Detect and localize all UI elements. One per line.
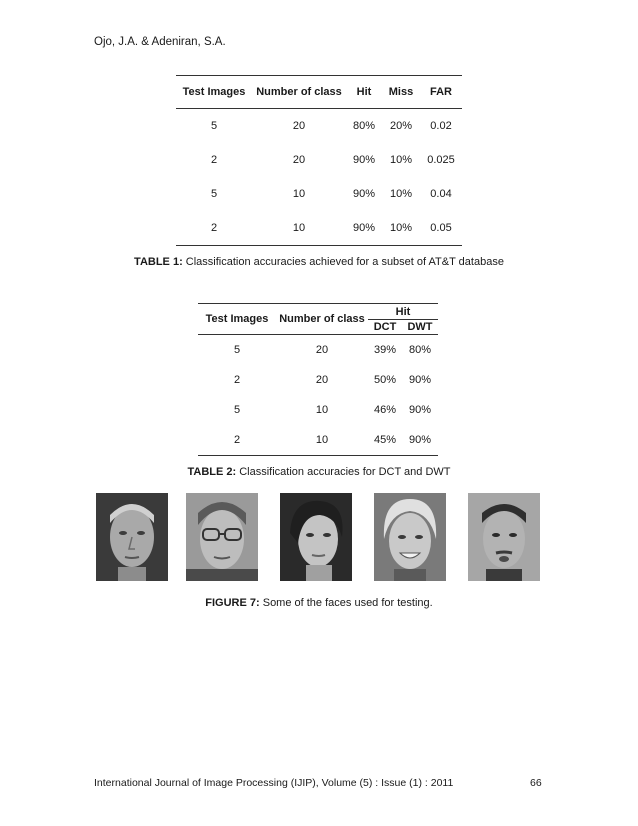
table-2-caption <box>0 466 638 478</box>
table-cell: 10 <box>315 434 329 446</box>
table-1-header-row <box>176 76 462 109</box>
table-cell: 10% <box>389 188 413 200</box>
table-cell: 80% <box>352 120 376 132</box>
table-cell: 2 <box>210 154 218 166</box>
table-cell: 0.02 <box>430 120 452 132</box>
table-cell: 90% <box>408 374 432 386</box>
table-cell: 20 <box>315 374 329 386</box>
table-2-header-test-images: Test Images <box>198 304 276 335</box>
table-2-header-hit: Hit <box>368 304 438 320</box>
table-1-header-far: FAR <box>420 76 462 109</box>
running-header-author: Ojo, J.A. & Adeniran, S.A. <box>94 36 226 48</box>
table-cell: 90% <box>352 222 376 234</box>
table-cell: 10 <box>292 188 306 200</box>
table-cell: 90% <box>408 434 432 446</box>
table-2-header-row <box>198 304 438 320</box>
table-1-header-test-images: Test Images <box>176 76 252 109</box>
table-cell: 20 <box>315 344 329 356</box>
table-cell: 0.025 <box>427 154 455 166</box>
table-2-caption-label: TABLE 2: <box>187 466 237 478</box>
table-cell: 5 <box>233 404 241 416</box>
table-cell: 80% <box>408 344 432 356</box>
table-2-caption-text: Classification accuracies for DCT and DWT <box>236 466 451 478</box>
table-cell: 0.05 <box>430 222 452 234</box>
figure-7-caption-text: Some of the faces used for testing. <box>259 597 433 609</box>
table-1-header-number-of-class: Number of class <box>252 76 346 109</box>
table-cell: 20 <box>292 154 306 166</box>
table-cell: 10 <box>292 222 306 234</box>
table-2-header-dwt: DWT <box>402 320 438 335</box>
table-cell: 10% <box>389 154 413 166</box>
table-cell: 50% <box>373 374 397 386</box>
table-row <box>176 211 462 246</box>
table-cell: 46% <box>373 404 397 416</box>
face-image-5 <box>468 493 540 581</box>
table-cell: 10% <box>389 222 413 234</box>
footer-page-number: 66 <box>530 777 542 789</box>
face-image-3 <box>280 493 352 581</box>
face-image-2 <box>186 493 258 581</box>
table-row <box>176 177 462 211</box>
table-cell: 90% <box>408 404 432 416</box>
table-cell: 90% <box>352 188 376 200</box>
footer-journal: International Journal of Image Processing (IJIP), Volume (5) : Issue (1) : 2011 <box>94 777 454 789</box>
table-cell: 5 <box>233 344 241 356</box>
table-1-caption-text: Classification accuracies achieved for a subset of AT&T database <box>182 256 504 268</box>
table-cell: 2 <box>233 434 241 446</box>
face-image-4 <box>374 493 446 581</box>
table-cell: 2 <box>210 222 218 234</box>
table-2 <box>198 303 438 456</box>
figure-7-caption-label: FIGURE 7: <box>205 597 260 609</box>
table-row <box>176 143 462 177</box>
table-cell: 20 <box>292 120 306 132</box>
table-cell: 10 <box>315 404 329 416</box>
table-1-header-miss: Miss <box>382 76 420 109</box>
table-cell: 0.04 <box>430 188 452 200</box>
face-image-1 <box>96 493 168 581</box>
table-cell: 39% <box>373 344 397 356</box>
table-row <box>176 109 462 144</box>
table-1-header-hit: Hit <box>346 76 382 109</box>
table-row <box>198 335 438 366</box>
figure-7-caption <box>0 597 638 609</box>
table-2-header-dct: DCT <box>368 320 402 335</box>
table-cell: 20% <box>389 120 413 132</box>
table-row <box>198 365 438 395</box>
table-row <box>198 425 438 456</box>
table-row <box>198 395 438 425</box>
table-cell: 45% <box>373 434 397 446</box>
table-cell: 2 <box>233 374 241 386</box>
table-cell: 5 <box>210 120 218 132</box>
table-2-header-number-of-class: Number of class <box>276 304 368 335</box>
table-1-caption <box>0 256 638 268</box>
table-cell: 5 <box>210 188 218 200</box>
table-1-caption-label: TABLE 1: <box>134 256 183 268</box>
table-cell: 90% <box>352 154 376 166</box>
table-1 <box>176 75 462 246</box>
